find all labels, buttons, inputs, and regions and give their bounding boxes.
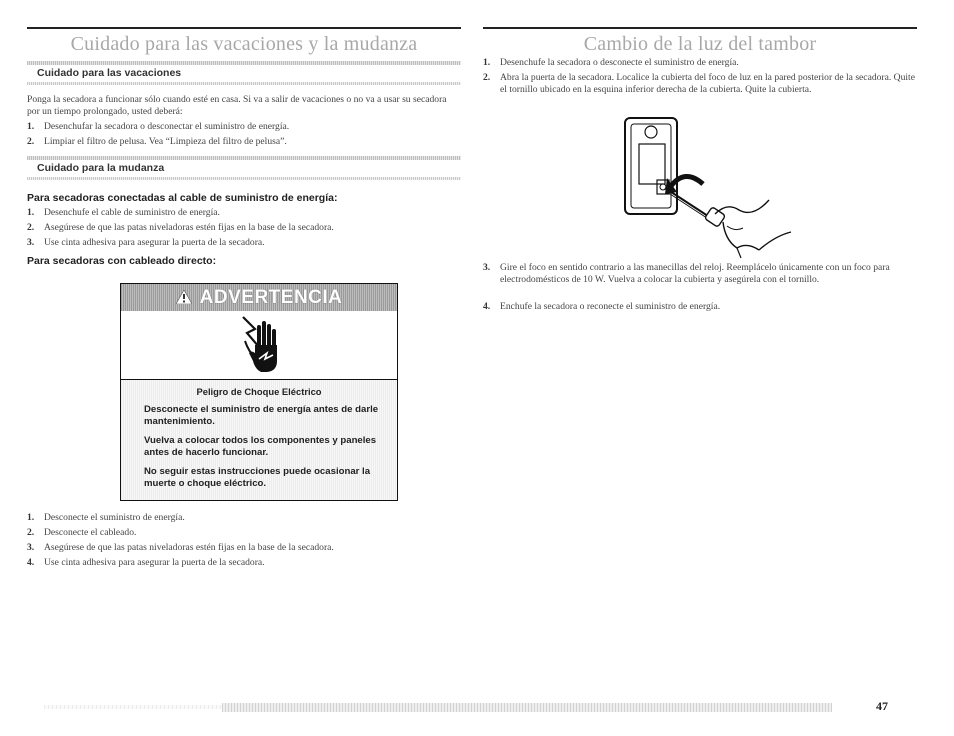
- vacation-heading-underline: [27, 82, 461, 85]
- warning-line-2: Vuelva a colocar todos los componentes y paneles antes de hacerlo funcionar.: [144, 435, 377, 458]
- list-item: 3. Use cinta adhesiva para asegurar la puerta de la secadora.: [27, 237, 265, 248]
- list-item: 2. Limpiar el filtro de pelusa. Vea “Limpieza del filtro de pelusa”.: [27, 136, 287, 147]
- list-item: 4. Use cinta adhesiva para asegurar la puerta de la secadora.: [27, 557, 265, 568]
- list-item: 1. Desenchufe la secadora o desconecte el suministro de energía.: [483, 57, 739, 68]
- warning-triangle-icon: [176, 287, 200, 308]
- list-item: 2. Abra la puerta de la secadora. Localice la cubierta del foco de luz en la pared posterior de la secadora. Quite el tornillo ubicado en la esquina inferior derecha de la cubierta. Quite la cubierta.: [483, 72, 915, 95]
- moving-heading-underline: [27, 177, 461, 180]
- list-item: 2. Desconecte el cableado.: [27, 527, 137, 538]
- list-item: 1. Desenchufar la secadora o desconectar el suministro de energía.: [27, 121, 290, 132]
- vacation-heading: Cuidado para las vacaciones: [37, 67, 182, 79]
- warning-banner-text: ADVERTENCIA: [199, 287, 343, 308]
- left-section-title: Cuidado para las vacaciones y la mudanza: [70, 33, 418, 55]
- warning-line-3: No seguir estas instrucciones puede ocasionar la muerte o choque eléctrico.: [144, 466, 371, 489]
- moving-heading-bar: [27, 156, 461, 160]
- left-title-rule: [27, 27, 461, 29]
- electric-shock-hand-icon: [239, 315, 285, 375]
- footer-faint-rule: [44, 705, 222, 709]
- list-item: 1. Desconecte el suministro de energía.: [27, 512, 185, 523]
- warning-hazard-title: Peligro de Choque Eléctrico: [196, 386, 322, 397]
- list-item: 3. Asegúrese de que las patas niveladoras estén fijas en la base de la secadora.: [27, 542, 334, 553]
- vacation-intro: Ponga la secadora a funcionar sólo cuando esté en casa. Si va a salir de vacaciones o no va a usar su secadora por un tiempo prolongado, usted deberá:: [27, 94, 447, 117]
- cord-heading: Para secadoras conectadas al cable de suministro de energía:: [27, 192, 338, 204]
- list-item: 2. Asegúrese de que las patas niveladoras estén fijas en la base de la secadora.: [27, 222, 334, 233]
- moving-heading: Cuidado para la mudanza: [37, 162, 165, 174]
- vacation-heading-bar: [27, 61, 461, 65]
- warning-box: [120, 283, 398, 501]
- light-cover-illustration: [619, 114, 949, 262]
- right-section-title: Cambio de la luz del tambor: [583, 33, 817, 55]
- right-title-rule: [483, 27, 917, 29]
- list-item: 3. Gire el foco en sentido contrario a las manecillas del reloj. Reemplácelo únicamente con un foco para electrodomésticos de 10 W. Vuelva a colocar la cubierta y asegúrela con el tornillo.: [483, 262, 890, 285]
- direct-heading: Para secadoras con cableado directo:: [27, 255, 217, 267]
- list-item: 1. Desenchufe el cable de suministro de energía.: [27, 207, 220, 218]
- warning-banner: [121, 284, 397, 311]
- list-item: 4. Enchufe la secadora o reconecte el suministro de energía.: [483, 301, 721, 312]
- warning-symbol-area: [121, 311, 397, 380]
- footer-bar: [222, 703, 832, 712]
- page-number: 47: [876, 699, 888, 713]
- warning-text-area: [121, 380, 397, 500]
- warning-line-1: Desconecte el suministro de energía antes de darle mantenimiento.: [144, 404, 379, 427]
